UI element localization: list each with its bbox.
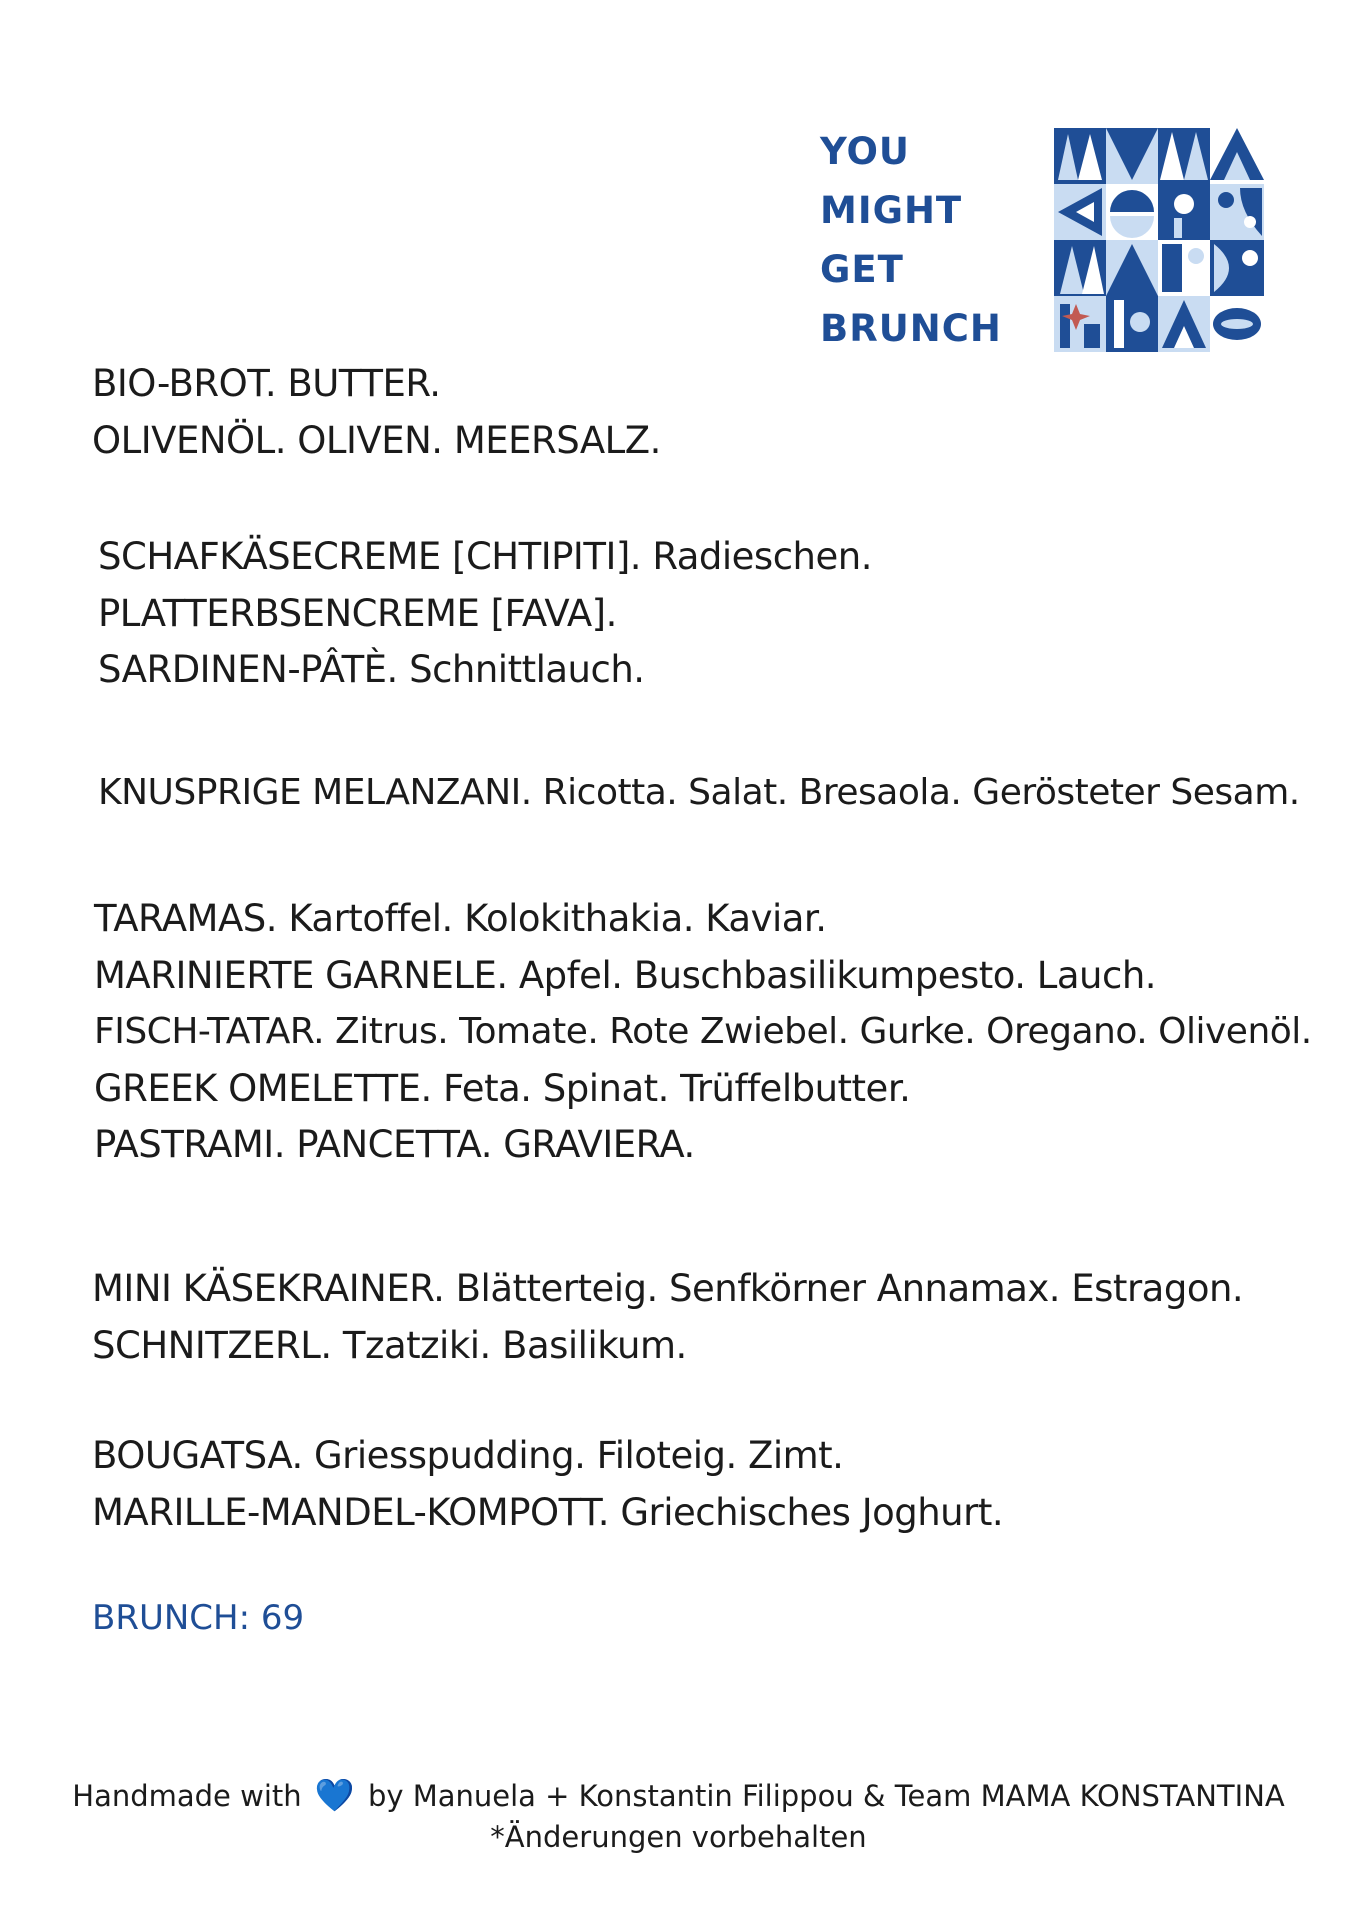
menu-item-name: MINI KÄSEKRAINER.: [92, 1267, 445, 1310]
menu-item-name: MARINIERTE GARNELE.: [94, 953, 508, 997]
menu-item-name: PLATTERBSENCREME [FAVA].: [98, 591, 617, 635]
menu-item-description: Zitrus. Tomate. Rote Zwiebel. Gurke. Oregano. Olivenöl.: [335, 1011, 1312, 1052]
menu-item: [98, 648, 645, 692]
header-title-line: YOU: [820, 130, 910, 173]
menu-item: [92, 1267, 1243, 1311]
footer-credit: [0, 1776, 1357, 1814]
menu-item: [98, 592, 617, 636]
menu-item-name: FISCH-TATAR.: [94, 1011, 325, 1052]
menu-item: [94, 954, 1156, 998]
menu-item-description: Radieschen.: [652, 535, 872, 578]
menu-item: [92, 1491, 1003, 1535]
menu-item-name: GREEK OMELETTE.: [94, 1066, 432, 1110]
menu-item-name: MARILLE-MANDEL-KOMPOTT.: [92, 1490, 610, 1534]
menu-item: [92, 1434, 843, 1478]
menu-item-name: PASTRAMI. PANCETTA. GRAVIERA.: [94, 1123, 695, 1166]
menu-item-name: SCHAFKÄSECREME [CHTIPITI].: [98, 535, 642, 578]
menu-item: [94, 1067, 910, 1111]
menu-item-description: Kartoffel. Kolokithakia. Kaviar.: [288, 897, 827, 940]
menu-item: [92, 419, 661, 463]
menu-item-name: TARAMAS.: [94, 897, 278, 940]
brand-logo-icon: [1054, 128, 1264, 352]
header-title-line: BRUNCH: [820, 307, 1002, 350]
header-title: [820, 122, 1002, 358]
blue-heart-icon: 💙: [314, 1776, 355, 1814]
menu-item: [94, 1123, 695, 1167]
menu-item-description: Ricotta. Salat. Bresaola. Gerösteter Sesam.: [542, 772, 1300, 813]
menu-item: [98, 771, 1300, 815]
header-title-line: GET: [820, 248, 904, 291]
menu-item: [98, 535, 872, 579]
menu-item-description: Griechisches Joghurt.: [620, 1490, 1004, 1534]
menu-item: [94, 897, 827, 941]
menu-item: [94, 1010, 1312, 1054]
menu-item-name: SCHNITZERL.: [92, 1323, 332, 1367]
footer-credit-suffix: by Manuela + Konstantin Filippou & Team MAMA KONSTANTINA: [367, 1779, 1285, 1813]
menu-item-name: SARDINEN-PÂTÈ.: [98, 648, 398, 691]
header-title-line: MIGHT: [820, 189, 963, 232]
brunch-price: BRUNCH: 69: [92, 1598, 305, 1638]
menu-item-description: Tzatziki. Basilikum.: [342, 1323, 687, 1367]
menu-item-description: Griesspudding. Filoteig. Zimt.: [314, 1434, 844, 1477]
menu-item: [92, 362, 440, 406]
menu-item-description: Blätterteig. Senfkörner Annamax. Estragon.: [455, 1267, 1244, 1310]
menu-item-name: BOUGATSA.: [92, 1434, 303, 1477]
menu-item: [92, 1324, 687, 1368]
menu-item-name: OLIVENÖL. OLIVEN. MEERSALZ.: [92, 418, 661, 462]
footer-credit-prefix: Handmade with: [72, 1779, 302, 1813]
menu-item-name: KNUSPRIGE MELANZANI.: [98, 772, 532, 813]
menu-item-description: Schnittlauch.: [409, 648, 645, 691]
menu-item-name: BIO-BROT. BUTTER.: [92, 362, 441, 405]
menu-item-description: Apfel. Buschbasilikumpesto. Lauch.: [518, 953, 1157, 997]
footer-note: *Änderungen vorbehalten: [490, 1820, 867, 1854]
menu-item-description: Feta. Spinat. Trüffelbutter.: [443, 1066, 911, 1110]
